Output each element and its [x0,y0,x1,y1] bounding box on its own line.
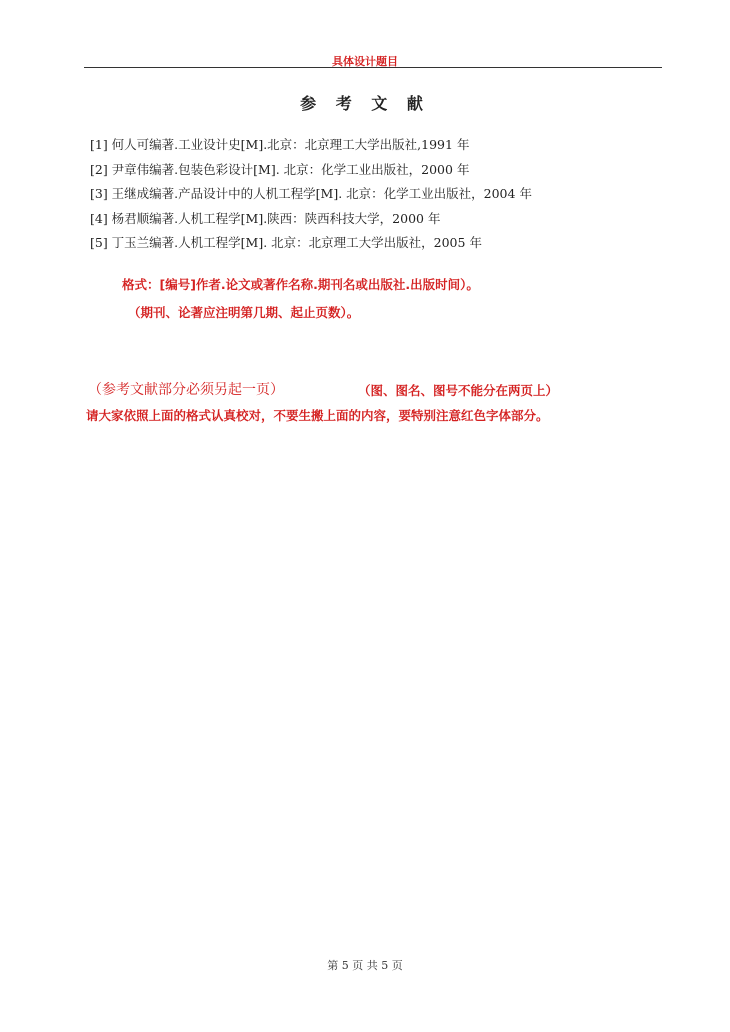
page-number-footer: 第 5 页 共 5 页 [327,959,403,972]
new-page-note: （参考文献部分必须另起一页） [88,382,284,398]
reference-item: [4] 杨君顺编著.人机工程学[M].陕西：陕西科技大学，2000 年 [90,210,441,226]
running-header-title: 具体设计题目 [332,55,398,68]
reference-item: [1] 何人可编著.工业设计史[M].北京：北京理工大学出版社,1991 年 [90,137,470,152]
reference-item: [3] 王继成编著.产品设计中的人机工程学[M]. 北京：化学工业出版社，2004 年 [90,186,532,201]
journal-note: （期刊、论著应注明第几期、起止页数）。 [128,305,360,320]
header-divider [84,67,662,68]
instruction-note: 请大家依照上面的格式认真校对，不要生搬上面的内容，要特别注意红色字体部分。 [86,408,549,423]
reference-item: [5] 丁玉兰编著.人机工程学[M]. 北京：北京理工大学出版社，2005 年 [90,235,482,250]
page-title: 参 考 文 献 [300,94,430,113]
format-note: 格式：[编号]作者.论文或著作名称.期刊名或出版社.出版时间）。 [122,277,479,292]
reference-list [90,136,532,259]
reference-item: [2] 尹章伟编著.包装色彩设计[M]. 北京：化学工业出版社，2000 年 [90,161,470,177]
figures-note: （图、图名、图号不能分在两页上） [358,383,559,398]
